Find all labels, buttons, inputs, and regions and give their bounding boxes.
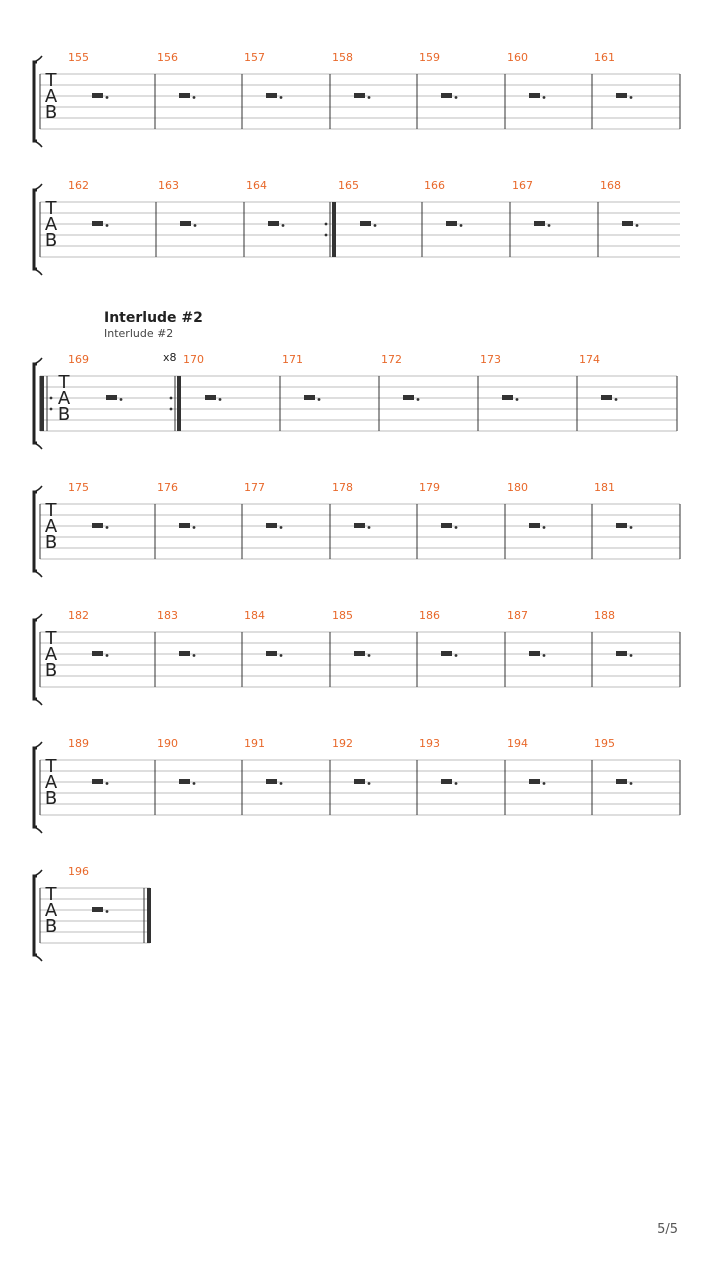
measure-number: 193 — [419, 737, 440, 750]
tab-clef-letter: A — [44, 644, 58, 665]
dotted-half-rest — [179, 779, 190, 784]
measure-number: 182 — [68, 609, 89, 622]
final-thick-bar — [147, 888, 151, 943]
measure-number: 161 — [594, 51, 615, 64]
dotted-half-rest — [266, 651, 277, 656]
measure-number: 168 — [600, 179, 621, 192]
measure-number: 176 — [157, 481, 178, 494]
rest-dot — [193, 96, 196, 99]
bracket-hook-bottom — [34, 955, 42, 961]
tab-clef-letter: B — [44, 660, 58, 681]
measure-number: 186 — [419, 609, 440, 622]
dotted-half-rest — [92, 221, 103, 226]
rest-dot — [543, 654, 546, 657]
rest-dot — [106, 782, 109, 785]
dotted-half-rest — [601, 395, 612, 400]
dotted-half-rest — [92, 93, 103, 98]
rest-dot — [543, 782, 546, 785]
rest-dot — [455, 782, 458, 785]
dotted-half-rest — [354, 93, 365, 98]
measure-number: 189 — [68, 737, 89, 750]
tab-clef-letter: B — [44, 532, 58, 553]
system-bracket — [34, 190, 37, 269]
measure-number: 192 — [332, 737, 353, 750]
dotted-half-rest — [403, 395, 414, 400]
rest-dot — [630, 782, 633, 785]
tab-clef-letter: A — [44, 772, 58, 793]
measure-number: 174 — [579, 353, 600, 366]
bracket-hook-bottom — [34, 141, 42, 147]
rest-dot — [193, 526, 196, 529]
dotted-half-rest — [106, 395, 117, 400]
system-bracket — [34, 492, 37, 571]
measure-number: 163 — [158, 179, 179, 192]
dotted-half-rest — [266, 93, 277, 98]
bracket-hook-top — [34, 614, 42, 620]
dotted-half-rest — [616, 93, 627, 98]
dotted-half-rest — [180, 221, 191, 226]
rest-dot — [516, 398, 519, 401]
rest-dot — [630, 526, 633, 529]
tab-clef-letter: B — [44, 916, 58, 937]
tab-clef-letter: A — [44, 516, 58, 537]
repeat-dot — [50, 397, 53, 400]
rest-dot — [630, 654, 633, 657]
rest-dot — [106, 96, 109, 99]
rest-dot — [455, 654, 458, 657]
measure-number: 171 — [282, 353, 303, 366]
measure-number: 181 — [594, 481, 615, 494]
dotted-half-rest — [266, 523, 277, 528]
measure-number: 177 — [244, 481, 265, 494]
tab-clef-letter: T — [58, 372, 70, 393]
rest-dot — [615, 398, 618, 401]
tab-clef-letter: B — [44, 102, 58, 123]
tab-clef-letter: A — [44, 900, 58, 921]
bracket-hook-top — [34, 486, 42, 492]
dotted-half-rest — [502, 395, 513, 400]
measure-number: 194 — [507, 737, 528, 750]
repeat-dot — [325, 223, 328, 226]
rest-dot — [193, 782, 196, 785]
rest-dot — [106, 526, 109, 529]
repeat-start-thick-bar — [177, 376, 181, 431]
dotted-half-rest — [534, 221, 545, 226]
dotted-half-rest — [441, 93, 452, 98]
bracket-hook-top — [34, 358, 42, 364]
tab-clef-letter: A — [57, 388, 71, 409]
rest-dot — [630, 96, 633, 99]
dotted-half-rest — [622, 221, 633, 226]
tab-clef-letter: T — [45, 198, 57, 219]
dotted-half-rest — [616, 651, 627, 656]
tab-clef-letter: B — [44, 788, 58, 809]
dotted-half-rest — [179, 651, 190, 656]
rest-dot — [280, 526, 283, 529]
measure-number: 169 — [68, 353, 89, 366]
repeat-dot — [50, 408, 53, 411]
measure-number: 173 — [480, 353, 501, 366]
measure-number: 180 — [507, 481, 528, 494]
dotted-half-rest — [304, 395, 315, 400]
measure-number: 162 — [68, 179, 89, 192]
dotted-half-rest — [529, 779, 540, 784]
measure-number: 156 — [157, 51, 178, 64]
measure-number: 166 — [424, 179, 445, 192]
repeat-dot — [325, 234, 328, 237]
tab-clef-letter: A — [44, 86, 58, 107]
dotted-half-rest — [441, 651, 452, 656]
section-subtitle: Interlude #2 — [104, 327, 174, 340]
rest-dot — [417, 398, 420, 401]
dotted-half-rest — [354, 523, 365, 528]
tab-clef-letter: T — [45, 500, 57, 521]
rest-dot — [106, 654, 109, 657]
measure-number: 191 — [244, 737, 265, 750]
bracket-hook-bottom — [34, 443, 42, 449]
dotted-half-rest — [616, 779, 627, 784]
rest-dot — [368, 654, 371, 657]
rest-dot — [219, 398, 222, 401]
system-bracket — [34, 620, 37, 699]
rest-dot — [282, 224, 285, 227]
dotted-half-rest — [441, 779, 452, 784]
rest-dot — [455, 96, 458, 99]
dotted-half-rest — [529, 93, 540, 98]
bracket-hook-top — [34, 184, 42, 190]
rest-dot — [106, 910, 109, 913]
dotted-half-rest — [529, 651, 540, 656]
rest-dot — [280, 654, 283, 657]
tab-clef-letter: B — [44, 230, 58, 251]
measure-number: 167 — [512, 179, 533, 192]
system-bracket — [34, 876, 37, 955]
repeat-dot — [170, 408, 173, 411]
measure-number: 158 — [332, 51, 353, 64]
measure-number: 170 — [183, 353, 204, 366]
rest-dot — [374, 224, 377, 227]
dotted-half-rest — [441, 523, 452, 528]
measure-number: 157 — [244, 51, 265, 64]
repeat-dot — [170, 397, 173, 400]
measure-number: 178 — [332, 481, 353, 494]
dotted-half-rest — [446, 221, 457, 226]
tab-clef-letter: T — [45, 628, 57, 649]
dotted-half-rest — [360, 221, 371, 226]
repeat-count: x8 — [163, 351, 177, 364]
rest-dot — [543, 96, 546, 99]
dotted-half-rest — [179, 523, 190, 528]
dotted-half-rest — [616, 523, 627, 528]
rest-dot — [280, 96, 283, 99]
measure-number: 183 — [157, 609, 178, 622]
measure-number: 159 — [419, 51, 440, 64]
measure-number: 184 — [244, 609, 265, 622]
rest-dot — [548, 224, 551, 227]
bracket-hook-top — [34, 56, 42, 62]
dotted-half-rest — [354, 779, 365, 784]
system-bracket — [34, 364, 37, 443]
rest-dot — [280, 782, 283, 785]
measure-number: 188 — [594, 609, 615, 622]
measure-number: 160 — [507, 51, 528, 64]
bracket-hook-bottom — [34, 571, 42, 577]
rest-dot — [455, 526, 458, 529]
section-title: Interlude #2 — [104, 310, 203, 326]
measure-number: 187 — [507, 609, 528, 622]
rest-dot — [193, 654, 196, 657]
dotted-half-rest — [92, 523, 103, 528]
rest-dot — [368, 96, 371, 99]
rest-dot — [106, 224, 109, 227]
measure-number: 185 — [332, 609, 353, 622]
rest-dot — [636, 224, 639, 227]
rest-dot — [543, 526, 546, 529]
bracket-hook-top — [34, 870, 42, 876]
repeat-start-thick-bar — [40, 376, 44, 431]
bracket-hook-bottom — [34, 827, 42, 833]
bracket-hook-top — [34, 742, 42, 748]
repeat-start-thick-bar — [332, 202, 336, 257]
dotted-half-rest — [266, 779, 277, 784]
rest-dot — [368, 526, 371, 529]
dotted-half-rest — [354, 651, 365, 656]
measure-number: 175 — [68, 481, 89, 494]
rest-dot — [460, 224, 463, 227]
bracket-hook-bottom — [34, 269, 42, 275]
system-bracket — [34, 62, 37, 141]
rest-dot — [318, 398, 321, 401]
dotted-half-rest — [92, 907, 103, 912]
measure-number: 179 — [419, 481, 440, 494]
tab-clef-letter: A — [44, 214, 58, 235]
rest-dot — [368, 782, 371, 785]
system-bracket — [34, 748, 37, 827]
dotted-half-rest — [529, 523, 540, 528]
measure-number: 190 — [157, 737, 178, 750]
rest-dot — [194, 224, 197, 227]
dotted-half-rest — [205, 395, 216, 400]
measure-number: 165 — [338, 179, 359, 192]
measure-number: 164 — [246, 179, 267, 192]
dotted-half-rest — [92, 779, 103, 784]
measure-number: 172 — [381, 353, 402, 366]
tab-clef-letter: T — [45, 70, 57, 91]
tab-clef-letter: B — [57, 404, 71, 425]
dotted-half-rest — [268, 221, 279, 226]
bracket-hook-bottom — [34, 699, 42, 705]
tab-clef-letter: T — [45, 884, 57, 905]
dotted-half-rest — [179, 93, 190, 98]
page-number: 5/5 — [657, 1222, 678, 1237]
measure-number: 196 — [68, 865, 89, 878]
measure-number: 195 — [594, 737, 615, 750]
dotted-half-rest — [92, 651, 103, 656]
measure-number: 155 — [68, 51, 89, 64]
rest-dot — [120, 398, 123, 401]
tab-clef-letter: T — [45, 756, 57, 777]
